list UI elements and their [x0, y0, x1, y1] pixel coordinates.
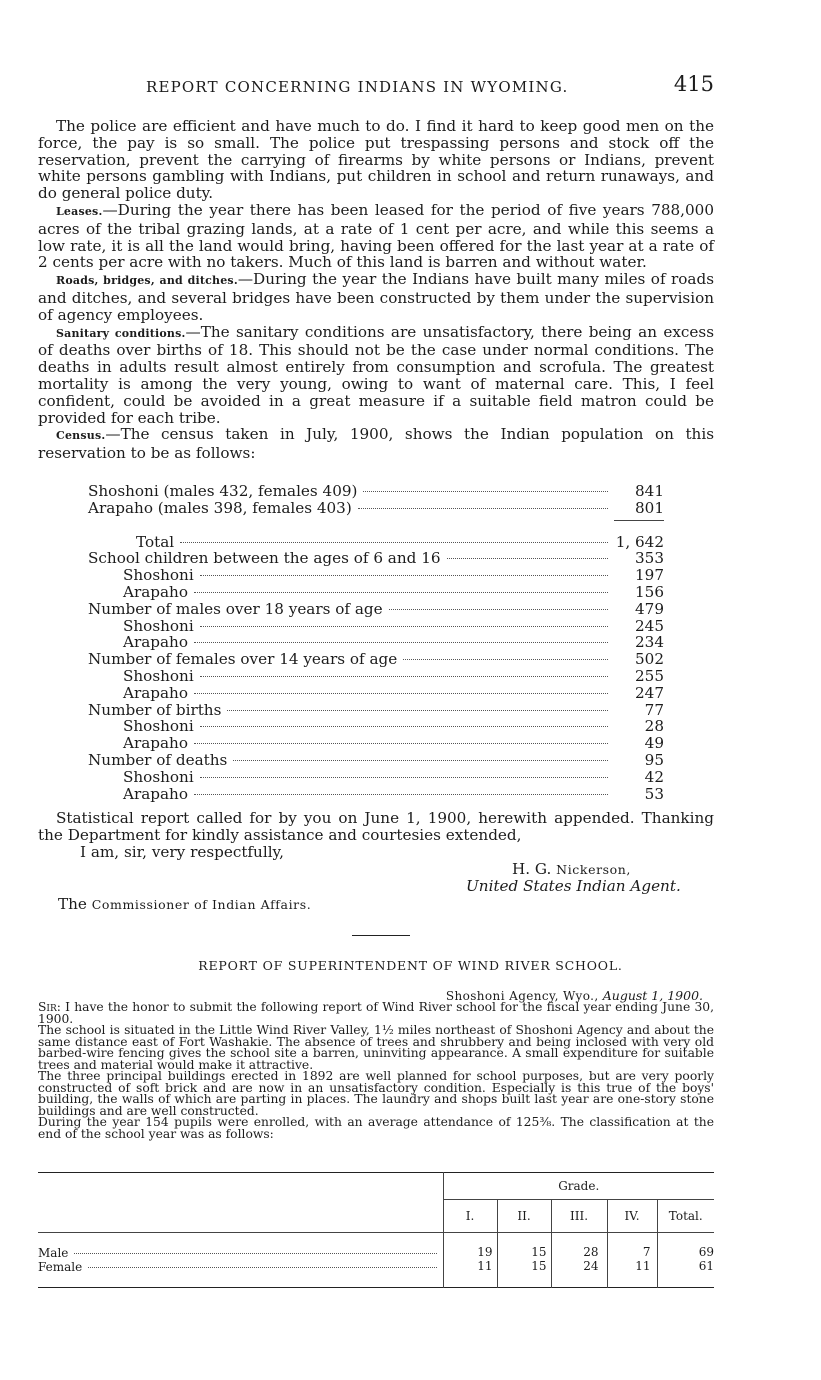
census-sub-row: Shoshoni 42 [123, 767, 664, 786]
page-header [38, 72, 714, 98]
leases-paragraph [38, 202, 714, 271]
roads-text: —During the year the Indians have built many miles of roads and ditches, and several bridges have been constructed by them under the supervision of agency employees. [38, 270, 714, 324]
sanitary-paragraph [38, 324, 714, 427]
census-table [88, 483, 664, 802]
section-divider [352, 935, 410, 936]
leases-text: —During the year there has been leased for the period of five years 788,000 acres of the tribal grazing lands, at a rate of 1 cent per acre, and while this seems a low rate, it is all the land would bring, having been offered for the last year at a rate of 2 cents per acre with no takers. Much of this land is barren and without water. [38, 200, 714, 272]
grade-column-header: I. [443, 1200, 497, 1233]
sum-rule [614, 520, 664, 521]
signature-name: H. G. Nickerson, [512, 860, 632, 878]
running-title: REPORT CONCERNING INDIANS IN WYOMING. [146, 78, 569, 96]
grade-group-header: Grade. [443, 1173, 714, 1200]
census-sub-row: Arapaho 53 [123, 784, 664, 803]
report-body [38, 118, 714, 462]
grade-column-header: II. [497, 1200, 551, 1233]
census-text: —The census taken in July, 1900, shows the Indian population on this reservation to be as follows: [38, 425, 714, 463]
roads-paragraph [38, 271, 714, 323]
census-sub-row: Shoshoni 255 [123, 666, 664, 685]
census-group-row: School children between the ages of 6 and 16 353 [88, 549, 664, 568]
school-paragraph-3: The three principal buildings erected in 1892 are well planned for school purposes, but are very poorly constructed of soft brick and are now in an unsatisfactory condition. Especially is this true of the boys' building, the walls of which are parting in places. The laundry and shops built last year are one-story stone buildings and are well constructed. [38, 1069, 714, 1118]
sanitary-text: —The sanitary conditions are unsatisfactory, there being an excess of deaths over births of 18. This should not be the case under normal conditions. The deaths in adults result almost entirely from consumption and scrofula. The greatest mortality is among the very young, owing to want of maternal care. This, I feel confident, could be avoided in a great measure if a suitable field matron could be provided for each tribe. [38, 322, 714, 427]
census-sub-row: Shoshoni 245 [123, 616, 664, 635]
school-report-title: REPORT OF SUPERINTENDENT OF WIND RIVER SCHOOL. [198, 958, 623, 973]
census-total-row: Total 1, 642 [136, 532, 664, 551]
census-row: Shoshoni (males 432, females 409) 841 [88, 482, 664, 500]
school-report-body [38, 1002, 714, 1140]
page-number: 415 [673, 72, 714, 96]
grade-column-header: Total. [668, 1209, 703, 1223]
statistical-paragraph: Statistical report called for by you on June 1, 1900, herewith appended. Thanking the Department for kindly assistance and courtesies extended, [38, 809, 714, 844]
complimentary-close: I am, sir, very respectfully, [80, 842, 284, 861]
leases-heading: Leases. [56, 204, 103, 218]
census-heading: Census. [56, 429, 106, 443]
census-sub-row: Arapaho 234 [123, 633, 664, 652]
grade-column-header: IV. [607, 1200, 657, 1233]
roads-heading: Roads, bridges, and ditches. [56, 274, 238, 288]
census-group-row: Number of births 77 [88, 700, 664, 719]
census-group-row: Number of females over 14 years of age 502 [88, 650, 664, 669]
school-paragraph-1: Sir: I have the honor to submit the following report of Wind River school for the fiscal year ending June 30, 1900. [38, 1000, 714, 1026]
place-date-line: Shoshoni Agency, Wyo., August 1, 1900. [445, 988, 703, 1003]
sanitary-heading: Sanitary conditions. [56, 326, 186, 340]
table-row: Male 19 15 28 7 69 [38, 1245, 714, 1260]
census-sub-row: Arapaho 247 [123, 683, 664, 702]
census-row: Arapaho (males 398, females 403) 801 [88, 498, 664, 517]
census-sub-row: Arapaho 156 [123, 582, 664, 601]
grade-column-header: III. [551, 1200, 607, 1233]
census-sub-row: Arapaho 49 [123, 734, 664, 753]
police-paragraph: The police are efficient and have much to do. I find it hard to keep good men on the force, the pay is so small. The police put trespassing persons and stock off the reservation, prevent the carrying of firearms by white persons or Indians, prevent white persons gambling with Indians, put children in school and return runaways, and do general police duty. [38, 117, 714, 203]
school-paragraph-2: The school is situated in the Little Wind River Valley, 1½ miles northeast of Shoshoni Agency and about the same distance east of Fort Washakie. The absence of trees and shrubbery and being inclosed with very old barbed-wire fencing gives the school site a barren, uninviting appearance. A small expenditure for suitable trees and material would make it attractive. [38, 1023, 714, 1072]
table-row: Female 11 15 24 11 61 [38, 1259, 714, 1274]
school-paragraph-4: During the year 154 pupils were enrolled, with an average attendance of 125⅜. The classification at the end of the school year was as follows: [38, 1115, 714, 1141]
addressee: The Commissioner of Indian Affairs. [58, 895, 312, 913]
census-sub-row: Shoshoni 28 [123, 717, 664, 736]
census-paragraph [38, 426, 714, 462]
census-sub-row: Shoshoni 197 [123, 566, 664, 585]
closing-block [38, 810, 714, 860]
grades-table [38, 1172, 714, 1288]
census-group-row: Number of males over 18 years of age 479 [88, 599, 664, 618]
census-group-row: Number of deaths 95 [88, 750, 664, 769]
signature-title: United States Indian Agent. [466, 877, 681, 895]
